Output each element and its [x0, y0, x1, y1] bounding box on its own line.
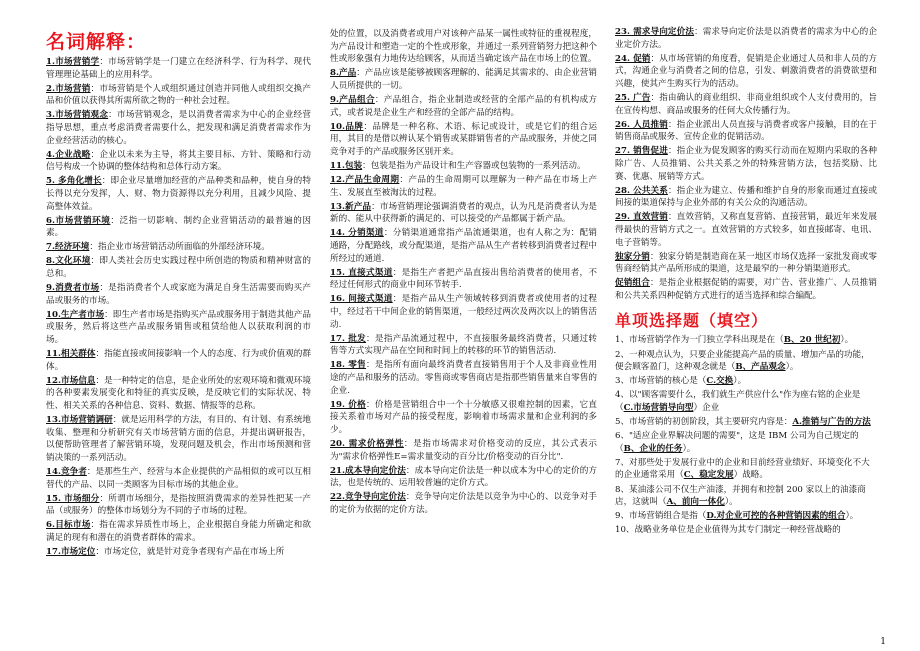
definition-entry: [330, 28, 597, 66]
definition-term: 17. 批发: [330, 333, 367, 344]
section-title-definitions: 名词解释：: [46, 31, 147, 53]
question-text: 2、一种观点认为，只要企业能提高产品的质量、增加产品的功能，便会顾客盈门，这种观念就是（: [615, 349, 870, 373]
question-text: 3、市场营销的核心是（: [615, 376, 707, 387]
question-answer: C.市场营销导向型: [623, 402, 694, 413]
definition-text: ：独家分销是制造商在某一地区市场仅选择一家批发商或零售商经销其产品所形成的渠道，这是最窄的一种分销渠道形式。: [615, 251, 877, 275]
definition-term: 14.竞争者: [46, 466, 87, 477]
definition-term: 2.市场营销: [46, 83, 91, 94]
definition-term: 促销组合: [615, 278, 650, 289]
question-text: 4、以"顾客需要什么，我们就生产供应什么"作为座右铭的企业是（: [615, 390, 861, 413]
definition-text: ：指企业为建立、传播和维护自身的形象而通过直接或间接的渠道保持与企业外部的有关公众的沟通活动。: [615, 185, 877, 209]
definition-text: ：市场营销学是一门建立在经济科学、行为科学、现代管理理论基础上的应用科学。: [46, 57, 311, 80]
definition-text: ：就是运用科学的方法，有目的、有计划、有系统地收集、整理和分析研究有关市场营销方面的信息，并提出调研报告，以便帮助管理者了解营销环境，发现问题及机会，作出市场预测和营销决策的一系列活动。: [46, 415, 311, 463]
page-number: 1: [880, 637, 886, 647]
question-answer: A.推销与广告的方法: [792, 417, 871, 428]
definition-entry: [330, 160, 597, 173]
definition-term: 27. 销售促进: [615, 146, 668, 157]
definition-text: ：是指产品从生产领域转移到消费者或使用者的过程中，经过若干中间企业的销售渠道，一般经过两次及两次以上的销售活动.: [330, 294, 597, 330]
definition-term: 5. 多角化增长: [46, 176, 102, 187]
column-middle: [330, 28, 597, 518]
question-item: [615, 457, 877, 482]
column-left: [46, 26, 311, 560]
mcq-list: [615, 334, 877, 536]
definition-entry: [615, 185, 877, 210]
definition-term: 6.目标市场: [46, 520, 91, 531]
definition-text: ：是指所有面向最终消费者直接销售用于个人及非商业性用途的产品和服务的活动。零售商或零售商店是指那些销售量来自零售的企业.: [330, 360, 597, 396]
definition-text: ：市场营销观念，是以消费者需求为中心的企业经营指导思想，重点考虑消费者需要什么，把发现和满足消费者需求作为企业经营活动的核心。: [46, 110, 311, 146]
question-item: [615, 416, 877, 429]
question-item: [615, 430, 877, 455]
definition-entry: [615, 277, 877, 302]
definitions-list-middle: [330, 28, 597, 516]
question-item: [615, 375, 877, 388]
question-item: [615, 349, 877, 374]
column-right: [615, 26, 877, 538]
definition-term: 22.竞争导向定价法: [330, 492, 406, 503]
definition-text: ：是指企业根据促销的需要，对广告、营业推广、人员推销和公共关系四种促销方式进行的适当选择和综合编配。: [615, 278, 877, 301]
definition-entry: [46, 309, 311, 347]
question-item: [615, 484, 877, 509]
definition-text: ：指能直接或间接影响一个人的态度、行为或价值观的群体。: [46, 349, 311, 372]
definition-entry: [330, 201, 597, 226]
question-text: ）。: [785, 362, 799, 373]
question-text: 7、对那些处于发展行业中的企业和目前经营业绩好、环境变化不大的企业通常采用（: [615, 457, 870, 481]
definition-term: 7.经济环境: [46, 242, 90, 253]
definition-text: ：即人类社会历史实践过程中所创造的物质和精神财富的总和。: [46, 256, 311, 279]
definition-term: 25. 广告: [615, 92, 651, 103]
definition-text: ：指企业为促发顾客的购买行动而在短期内采取的各种除广告、人员推销、公共关系之外的特殊营销方法，包括奖励、比赛、优惠、展销等方式。: [615, 146, 877, 182]
definition-entry: [330, 121, 597, 159]
definition-entry: [330, 67, 597, 92]
definition-text: ：企业以未来为主导，将其主要目标、方针、策略和行动信号构成一个协调的整体结构和总体行动方案。: [46, 149, 311, 173]
definition-entry: [330, 174, 597, 199]
definition-text: ：是指市场需求对价格变动的反应，其公式表示为"需求价格弹性E=需求量变动的百分比/价格变动的百分比".: [330, 438, 597, 462]
definition-entry: [46, 109, 311, 147]
question-text: 5、市场营销的初创阶段，其主要研究内容是：: [615, 417, 793, 428]
definition-text: ：指在需求异质性市场上，企业根据自身能力所确定和欲满足的现有和潜在的消费者群体的需求。: [46, 520, 311, 543]
definition-term: 13.新产品: [330, 201, 372, 212]
definition-entry: [46, 348, 311, 373]
definition-text: ：需求导向定价法是以消费者的需求为中心的企业定价方法。: [615, 27, 877, 50]
question-answer: B、产品观念: [735, 362, 786, 373]
definition-term: 28. 公共关系: [615, 185, 668, 196]
definition-term: 9.消费者市场: [46, 283, 100, 294]
definition-entry: [330, 267, 597, 292]
definition-term: 16. 间接式渠道: [330, 294, 393, 305]
definitions-list-left: [46, 56, 311, 559]
definition-text: ：即企业尽量增加经营的产品种类和品种，使自身的特长得以充分发挥，人、财、物力资源得以充分利用，且减少风险、提高整体效益。: [46, 176, 311, 212]
definition-term: 14. 分销渠道: [330, 228, 384, 239]
definition-term: 12.市场信息: [46, 375, 96, 386]
definition-entry: [330, 399, 597, 437]
definition-term: 21.成本导向定价法: [330, 465, 406, 476]
question-text: ）。: [840, 335, 854, 346]
definition-entry: [46, 215, 311, 240]
definition-term: 17.市场定位: [46, 546, 96, 557]
definition-text: ：产品组合，指企业制造或经营的全部产品的有机构成方式，或者说是企业生产和经营的全部产品的结构。: [330, 94, 597, 118]
definition-term: 15. 市场细分: [46, 493, 100, 504]
definition-entry: [615, 251, 877, 276]
question-text: ）战略。: [733, 470, 768, 481]
definition-entry: [46, 375, 311, 413]
definition-term: 独家分销: [615, 251, 650, 262]
definition-entry: [46, 56, 311, 81]
question-item: [615, 389, 877, 414]
definition-text: ：指由确认的商业组织、非商业组织或个人支付费用的，旨在宣传构想、商品或服务的任何大众传播行为。: [615, 92, 877, 116]
question-answer: C.交换: [706, 376, 734, 387]
question-text: ）。: [733, 376, 747, 387]
definition-text: ：价格是营销组合中一个十分敏感又很难控制的因素，它直接关系着市场对产品的接受程度，影响着市场需求量和企业利润的多少。: [330, 399, 597, 435]
question-text: 8、某油漆公司不仅生产油漆，并拥有和控制 200 家以上的油漆商店，这就叫（: [615, 484, 866, 508]
definition-term: 10.品牌: [330, 121, 364, 132]
definition-term: 20. 需求价格弹性: [330, 438, 404, 449]
definition-text: ：产品应该是能够被顾客理解的、能满足其需求的、由企业营销人员所提供的一切。: [330, 68, 597, 91]
definition-entry: [46, 519, 311, 544]
definition-entry: [615, 211, 877, 249]
definition-text: ：是一种特定的信息，是企业所处的宏观环境和微观环境的各种要素发展变化和特征的真实反映，是反映它们的实际状况、特性、相关关系的各种信息、资料、数据、情报等的总称。: [46, 375, 311, 411]
question-text: 9、市场营销组合是指（: [615, 511, 707, 522]
question-answer: B、20 世纪初: [783, 335, 841, 346]
definition-term: 3.市场营销观念: [46, 110, 109, 121]
definition-entry: [615, 119, 877, 144]
definition-text: ：分销渠道通常指产品流通渠道，也有人称之为：配销通路，分配路线，或分配渠道，是指产品从生产者转移到消费者过程中所经过的通道.: [330, 228, 597, 264]
definition-text: ：市场营销理论强调消费者的观点，认为凡是消费者认为是新的、能从中获得新的满足的、可以接受的产品都属于新产品。: [330, 201, 597, 225]
definition-text: ：指企业市场营销活动所面临的外部经济环境。: [89, 242, 270, 253]
definition-entry: [615, 92, 877, 117]
definition-entry: [46, 175, 311, 213]
definition-text: ：直效营销，又称直复营销、直接营销，最近年来发展得最快的营销方式之一。直效营销的方式较多，如直接邮寄、电讯、电子营销等。: [615, 212, 877, 248]
definition-text: ：成本导向定价法是一种以成本为中心的定价的方法，也是传统的、运用较普遍的定价方式。: [330, 465, 597, 489]
definition-term: 11.相关群体: [46, 349, 96, 360]
definition-term: 8.文化环境: [46, 256, 91, 267]
definition-entry: [46, 546, 311, 559]
definition-text: ：品牌是一种名称、术语、标记或设计，或是它们的组合运用，其目的是借以辨认某个销售或某群销售者的产品或服务，并使之同竞争对手的产品或服务区别开来。: [330, 121, 597, 157]
definition-text: ：产品的生命周期可以理解为一种产品在市场上产生、发展直至被淘汰的过程。: [330, 175, 597, 198]
definition-entry: [615, 26, 877, 51]
question-text: 6、"适应企业界解决问题的需要"，这是 IBM 公司为自己规定的（: [615, 431, 859, 454]
question-answer: D.对企业可控的各种营销因素的组合: [706, 511, 846, 522]
definition-entry: [330, 491, 597, 516]
section-title-mcq: 单项选择题（填空）: [615, 311, 769, 331]
definition-text: ：是指生产者把产品直接出售给消费者的使用者，不经过任何形式的商业中间环节转手.: [330, 267, 597, 291]
definition-text: ：市场营销是个人或组织通过创造并同他人或组织交换产品和价值以获得其所需所欲之物的一种社会过程。: [46, 83, 311, 107]
question-text: 10、战略业务单位是企业值得为其专门制定一种经营战略的: [615, 525, 841, 536]
definition-term: 29. 直效营销: [615, 212, 668, 223]
definition-term: 11.包装: [330, 160, 363, 171]
question-text: ）。: [724, 497, 738, 508]
definition-entry: [330, 359, 597, 397]
question-item: [615, 524, 877, 537]
definition-text: ：市场定位，就是针对竞争者现有产品在市场上所: [95, 546, 285, 557]
definition-text: ：即生产者市场是指购买产品或服务用于制造其他产品或服务，然后将这些产品或服务销售或租赁给他人以获取利润的市场。: [46, 309, 311, 345]
question-answer: A、前向一体化: [666, 497, 725, 508]
definitions-list-right: [615, 26, 877, 302]
definition-term: 12.产品生命周期: [330, 175, 400, 186]
definition-entry: [46, 83, 311, 108]
definition-entry: [330, 333, 597, 358]
definition-term: 10.生产者市场: [46, 309, 105, 320]
definition-entry: [46, 241, 311, 254]
definition-text: ：是指产品流通过程中，不直接服务最终消费者，只通过转售等方式实现产品在空间和时间上的转移的环节的销售活动.: [330, 333, 597, 357]
definition-entry: [46, 282, 311, 307]
definition-term: 4.企业战略: [46, 149, 91, 160]
definition-term: 23. 需求导向定价法: [615, 27, 695, 37]
definition-entry: [330, 227, 597, 265]
definition-term: 15. 直接式渠道: [330, 267, 393, 278]
definition-term: 8.产品: [330, 68, 357, 79]
definition-text: ：从市场营销的角度看，促销是企业通过人员和非人员的方式，沟通企业与消费者之间的信息，引发、刺激消费者的消费欲望和兴趣，使其产生购买行为的活动。: [615, 53, 877, 89]
definition-term: 9.产品组合: [330, 94, 375, 105]
definition-term: 19. 价格: [330, 399, 367, 410]
question-text: ）。: [845, 511, 859, 522]
definition-entry: [330, 293, 597, 331]
definition-entry: [46, 149, 311, 174]
definition-term: 1.市场营销学: [46, 57, 100, 67]
definition-entry: [46, 466, 311, 491]
definition-term: 13.市场营销调研: [46, 415, 113, 426]
question-answer: C、稳定发展: [683, 470, 734, 481]
definition-entry: [330, 94, 597, 119]
question-text: ）企业: [693, 402, 720, 413]
definition-entry: [330, 465, 597, 490]
question-item: [615, 510, 877, 523]
definition-term: 18. 零售: [330, 360, 367, 371]
definition-text: ：所谓市场细分，是指按照消费需求的差异性把某一产品（或服务）的整体市场划分为不同的子市场的过程。: [46, 493, 311, 517]
definition-text: ：是指消费者个人或家庭为满足自身生活需要而购买产品或服务的市场。: [46, 283, 311, 306]
question-item: [615, 334, 877, 347]
definition-term: 6.市场营销环境: [46, 215, 111, 226]
definition-text: ：竞争导向定价法是以竞争为中心的、以竞争对手的定价为依据的定价方法。: [330, 492, 597, 515]
definition-entry: [330, 438, 597, 463]
definition-entry: [615, 145, 877, 183]
definition-entry: [46, 414, 311, 464]
definition-text: ：泛指一切影响、制约企业营销活动的最普遍的因素。: [46, 215, 311, 239]
definition-entry: [46, 493, 311, 518]
question-text: ）。: [682, 443, 696, 454]
definition-text: ：是那些生产、经营与本企业提供的产品相似的或可以互相替代的产品、以同一类顾客为目标市场的其他企业。: [46, 466, 311, 490]
definition-term: 24. 促销: [615, 53, 651, 64]
definition-text: 处的位置，以及消费者或用户对该种产品某一属性或特征的重视程度，为产品设计和塑造一定的个性或形象，并通过一系列营销努力把这种个性或形象强有力地传达给顾客，从而适当确定该产品在市场上的位置。: [330, 29, 597, 65]
question-answer: B、企业的任务: [623, 443, 683, 454]
definition-entry: [46, 255, 311, 280]
question-text: 1、市场营销学作为一门独立学科出现是在（: [615, 335, 784, 346]
definition-text: ：包装是指为产品设计和生产容器或包装物的一系列活动。: [362, 160, 586, 171]
definition-text: ：指企业派出人员直接与消费者或客户接触，目的在于销售商品或服务、宣传企业的促销活动。: [615, 119, 877, 143]
definition-term: 26. 人员推销: [615, 119, 668, 130]
definition-entry: [615, 53, 877, 91]
